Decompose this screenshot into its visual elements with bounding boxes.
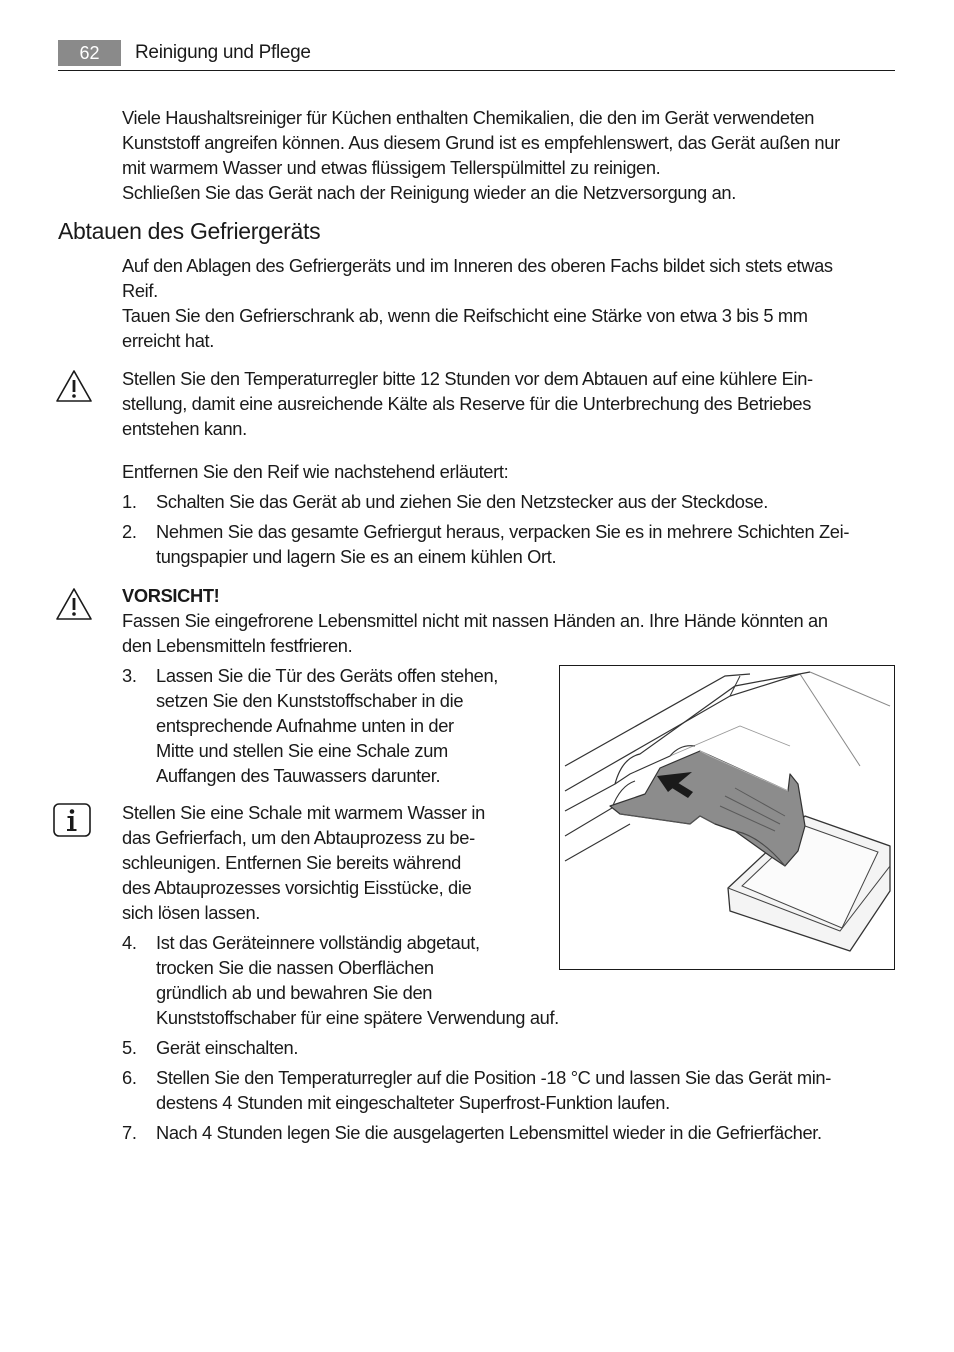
caution-title: VORSICHT!: [122, 585, 220, 606]
text-line: entsprechende Aufnahme unten in der: [156, 715, 454, 736]
scraper-drawing: [560, 666, 894, 969]
step-number: 5.: [122, 1037, 137, 1058]
text-line: den Lebensmitteln festfrieren.: [122, 635, 353, 656]
text-line: entstehen kann.: [122, 418, 247, 439]
step-item: [0, 1120, 954, 1145]
text-line: setzen Sie den Kunststoffschaber in die: [156, 690, 464, 711]
warning-temperature-note: [122, 366, 813, 441]
text-line: Mitte und stellen Sie eine Schale zum: [156, 740, 448, 761]
step-item: [0, 663, 540, 788]
defrost-scraper-illustration: [559, 665, 895, 970]
text-line: Auffangen des Tauwassers darunter.: [156, 765, 441, 786]
text-line: Ist das Geräteinnere vollständig abgetaut,: [156, 932, 480, 953]
text-line: Stellen Sie den Temperaturregler bitte 12 Stunden vor dem Abtauen auf eine kühlere Ein-: [122, 368, 813, 389]
text-line: mit warmem Wasser und etwas flüssigem Tellerspülmittel zu reinigen.: [122, 157, 661, 178]
text-line: Lassen Sie die Tür des Geräts offen stehen,: [156, 665, 498, 686]
text-line: des Abtauprozesses vorsichtig Eisstücke, die: [122, 877, 472, 898]
step-number: 2.: [122, 521, 137, 542]
text-line: Tauen Sie den Gefrierschrank ab, wenn die Reifschicht eine Stärke von etwa 3 bis 5 mm: [122, 305, 808, 326]
text-line: Schließen Sie das Gerät nach der Reinigung wieder an die Netzversorgung an.: [122, 182, 736, 203]
text-line: Kunststoffschaber für eine spätere Verwendung auf.: [156, 1007, 559, 1028]
section-heading: Abtauen des Gefriergeräts: [58, 218, 321, 244]
header-section-title: Reinigung und Pflege: [135, 42, 311, 63]
info-icon: [52, 802, 92, 838]
step-item: [0, 489, 954, 514]
text-line: Schalten Sie das Gerät ab und ziehen Sie den Netzstecker aus der Steckdose.: [156, 491, 768, 512]
text-line: Nach 4 Stunden legen Sie die ausgelagerten Lebensmittel wieder in die Gefrierfächer.: [156, 1122, 822, 1143]
step-item: [0, 1065, 954, 1115]
text-line: Fassen Sie eingefrorene Lebensmittel nicht mit nassen Händen an. Ihre Hände könnten an: [122, 610, 828, 631]
step-item: [0, 519, 954, 569]
text-line: schleunigen. Entfernen Sie bereits während: [122, 852, 461, 873]
text-line: sich lösen lassen.: [122, 902, 260, 923]
text-line: destens 4 Stunden mit eingeschalteter Superfrost-Funktion laufen.: [156, 1092, 670, 1113]
text-line: trocken Sie die nassen Oberflächen: [156, 957, 434, 978]
text-line: Kunststoff angreifen können. Aus diesem Grund ist es empfehlenswert, das Gerät außen nur: [122, 132, 840, 153]
text-line: stellung, damit eine ausreichende Kälte als Reserve für die Unterbrechung des Betriebes: [122, 393, 812, 414]
header-divider: [58, 70, 895, 71]
text-line: Auf den Ablagen des Gefriergeräts und im Inneren des oberen Fachs bildet sich stets etwas: [122, 255, 833, 276]
text-line: Reif.: [122, 280, 158, 301]
text-line: das Gefrierfach, um den Abtauprozess zu be-: [122, 827, 475, 848]
page-number: 62: [58, 40, 121, 66]
caution-block: [122, 583, 828, 658]
text-line: tungspapier und lagern Sie es an einem kühlen Ort.: [156, 546, 557, 567]
step-number: 6.: [122, 1067, 137, 1088]
warning-triangle-icon: [54, 368, 94, 404]
warning-triangle-icon: [54, 586, 94, 622]
step-item: [0, 1035, 954, 1060]
info-note: [122, 800, 485, 925]
text-line: Nehmen Sie das gesamte Gefriergut heraus, verpacken Sie es in mehrere Schichten Zei-: [156, 521, 850, 542]
text-line: Stellen Sie eine Schale mit warmem Wasser in: [122, 802, 485, 823]
defrost-intro-paragraph: [122, 253, 833, 353]
text-line: Gerät einschalten.: [156, 1037, 299, 1058]
text-line: erreicht hat.: [122, 330, 214, 351]
text-line: Viele Haushaltsreiniger für Küchen enthalten Chemikalien, die den im Gerät verwendeten: [122, 107, 815, 128]
step-number: 7.: [122, 1122, 137, 1143]
step-number: 1.: [122, 491, 137, 512]
intro-paragraph: [122, 105, 840, 205]
text-line: gründlich ab und bewahren Sie den: [156, 982, 433, 1003]
steps-lead-text: Entfernen Sie den Reif wie nachstehend erläutert:: [122, 461, 509, 482]
text-line: Stellen Sie den Temperaturregler auf die Position -18 °C und lassen Sie das Gerät min-: [156, 1067, 831, 1088]
step-number: 3.: [122, 665, 137, 686]
step-item: [0, 930, 640, 1030]
step-number: 4.: [122, 932, 137, 953]
